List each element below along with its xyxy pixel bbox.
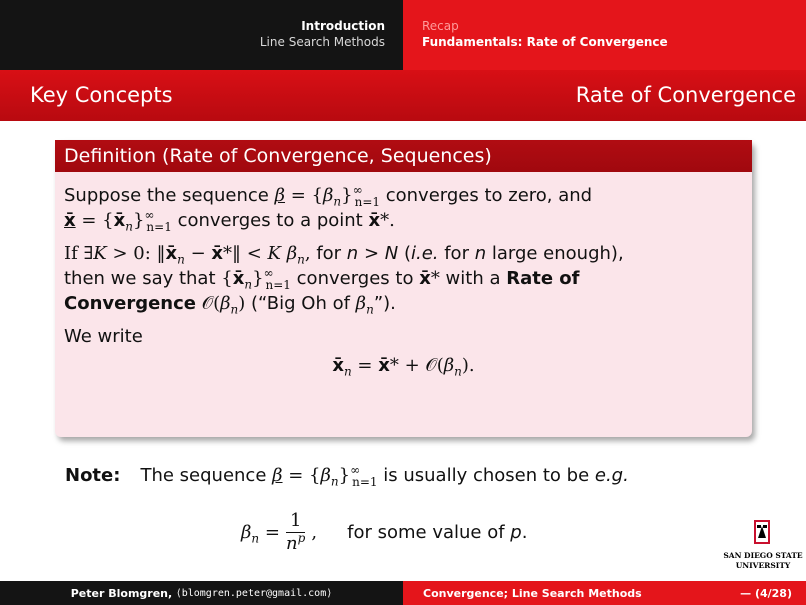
sdsu-logo (723, 518, 803, 574)
formula-lhs: $\beta_n$ = (241, 522, 280, 546)
math-beta-seq-note: $\beta = \{\beta_n\}^\infty_{n=1}$ (272, 463, 378, 489)
math-condition: If ∃K > 0: $‖x̄_n$ − x̄*‖ < K $\beta_n$, (64, 243, 317, 267)
frame-title-bar (0, 70, 806, 121)
text-span: is usually chosen to be (377, 465, 595, 486)
nav-subsections (403, 0, 806, 70)
text-span: converges to zero, and (380, 185, 593, 206)
formula-fraction (286, 510, 305, 555)
math-x-star-2: x̄* (419, 268, 440, 289)
note-line (65, 463, 765, 489)
text-span: for some value of (347, 522, 511, 543)
definition-paragraph-3 (64, 324, 743, 378)
footer-topic: Convergence; Line Search Methods (423, 586, 642, 600)
definition-paragraph-2: If ∃K > 0: $‖x̄_n$ − x̄*‖ < K $\beta_n$, for n > N (i.e. for n large enough), then we say that $\{x̄_n\}^\infty_{n=1}$ converges to x̄* with a Rate of Convergence $𝒪(\beta_n)$ (“Big Oh of $\beta_n$”). (64, 243, 624, 317)
math-beta-seq: $\beta = \{\beta_n\}^\infty_{n=1}$ (274, 183, 381, 209)
text-span: e.g. (594, 465, 629, 486)
text-span: (“Big Oh of (245, 293, 356, 314)
text-span: We write (64, 326, 143, 347)
text-span: then we say that (64, 268, 222, 289)
text-span: with a (439, 268, 507, 289)
author-email: ⟨blomgren.peter@gmail.com⟩ (175, 587, 333, 599)
definition-block (55, 140, 752, 437)
definition-body (55, 172, 752, 378)
bold-term: Convergence (64, 293, 196, 314)
text-span: converges to (290, 268, 420, 289)
frame-subtitle: Rate of Convergence (575, 83, 796, 107)
text-span: . (521, 522, 528, 543)
sdsu-logo-icon (723, 518, 803, 574)
page-number: — (4/28) (740, 586, 792, 600)
bold-term: Rate of (506, 268, 580, 289)
text-span: ”). (373, 293, 396, 314)
footer (0, 581, 806, 605)
math-x-star: x̄*. (368, 210, 395, 231)
nav-section-line-search[interactable]: Line Search Methods (259, 35, 385, 49)
note-label: Note: (65, 465, 121, 486)
nav-subsection-rate[interactable]: Fundamentals: Rate of Convergence (422, 35, 668, 49)
text-span: p (510, 522, 522, 543)
nav-sections (0, 0, 403, 70)
text-span: Suppose the sequence (64, 185, 275, 206)
footer-author (0, 581, 403, 605)
svg-text:UNIVERSITY: UNIVERSITY (735, 561, 791, 570)
definition-equation: $x̄_n$ = x̄* + $𝒪(\beta_n)$. (332, 355, 475, 379)
math-x-seq: x̄ = $\{x̄_n\}^\infty_{n=1}$ (64, 208, 172, 234)
definition-title: Definition (Rate of Convergence, Sequences) (55, 140, 752, 172)
math-big-o: $𝒪(\beta_n)$ (201, 293, 246, 317)
footer-right (403, 581, 806, 605)
note-formula: $\beta_n$ = $\frac{1}{n^p}$ , for some value of p. (241, 510, 528, 554)
formula-tail (347, 522, 527, 543)
svg-text:SAN DIEGO STATE: SAN DIEGO STATE (723, 551, 803, 560)
top-navigation (0, 0, 806, 70)
text-span: The sequence (140, 465, 273, 486)
fraction-denominator: $n^p$ (286, 531, 306, 554)
frame-title: Key Concepts (30, 83, 173, 107)
math-x-seq-2: $\{x̄_n\}^\infty_{n=1}$ (221, 266, 291, 292)
nav-section-introduction[interactable]: Introduction (301, 19, 385, 33)
math-beta-n: $\beta_n$ (355, 293, 374, 317)
fraction-numerator: 1 (286, 510, 305, 533)
author-name: Peter Blomgren, (70, 586, 173, 600)
definition-paragraph-1 (64, 183, 743, 233)
nav-subsection-recap[interactable]: Recap (422, 19, 459, 33)
text-span: converges to a point (171, 210, 369, 231)
